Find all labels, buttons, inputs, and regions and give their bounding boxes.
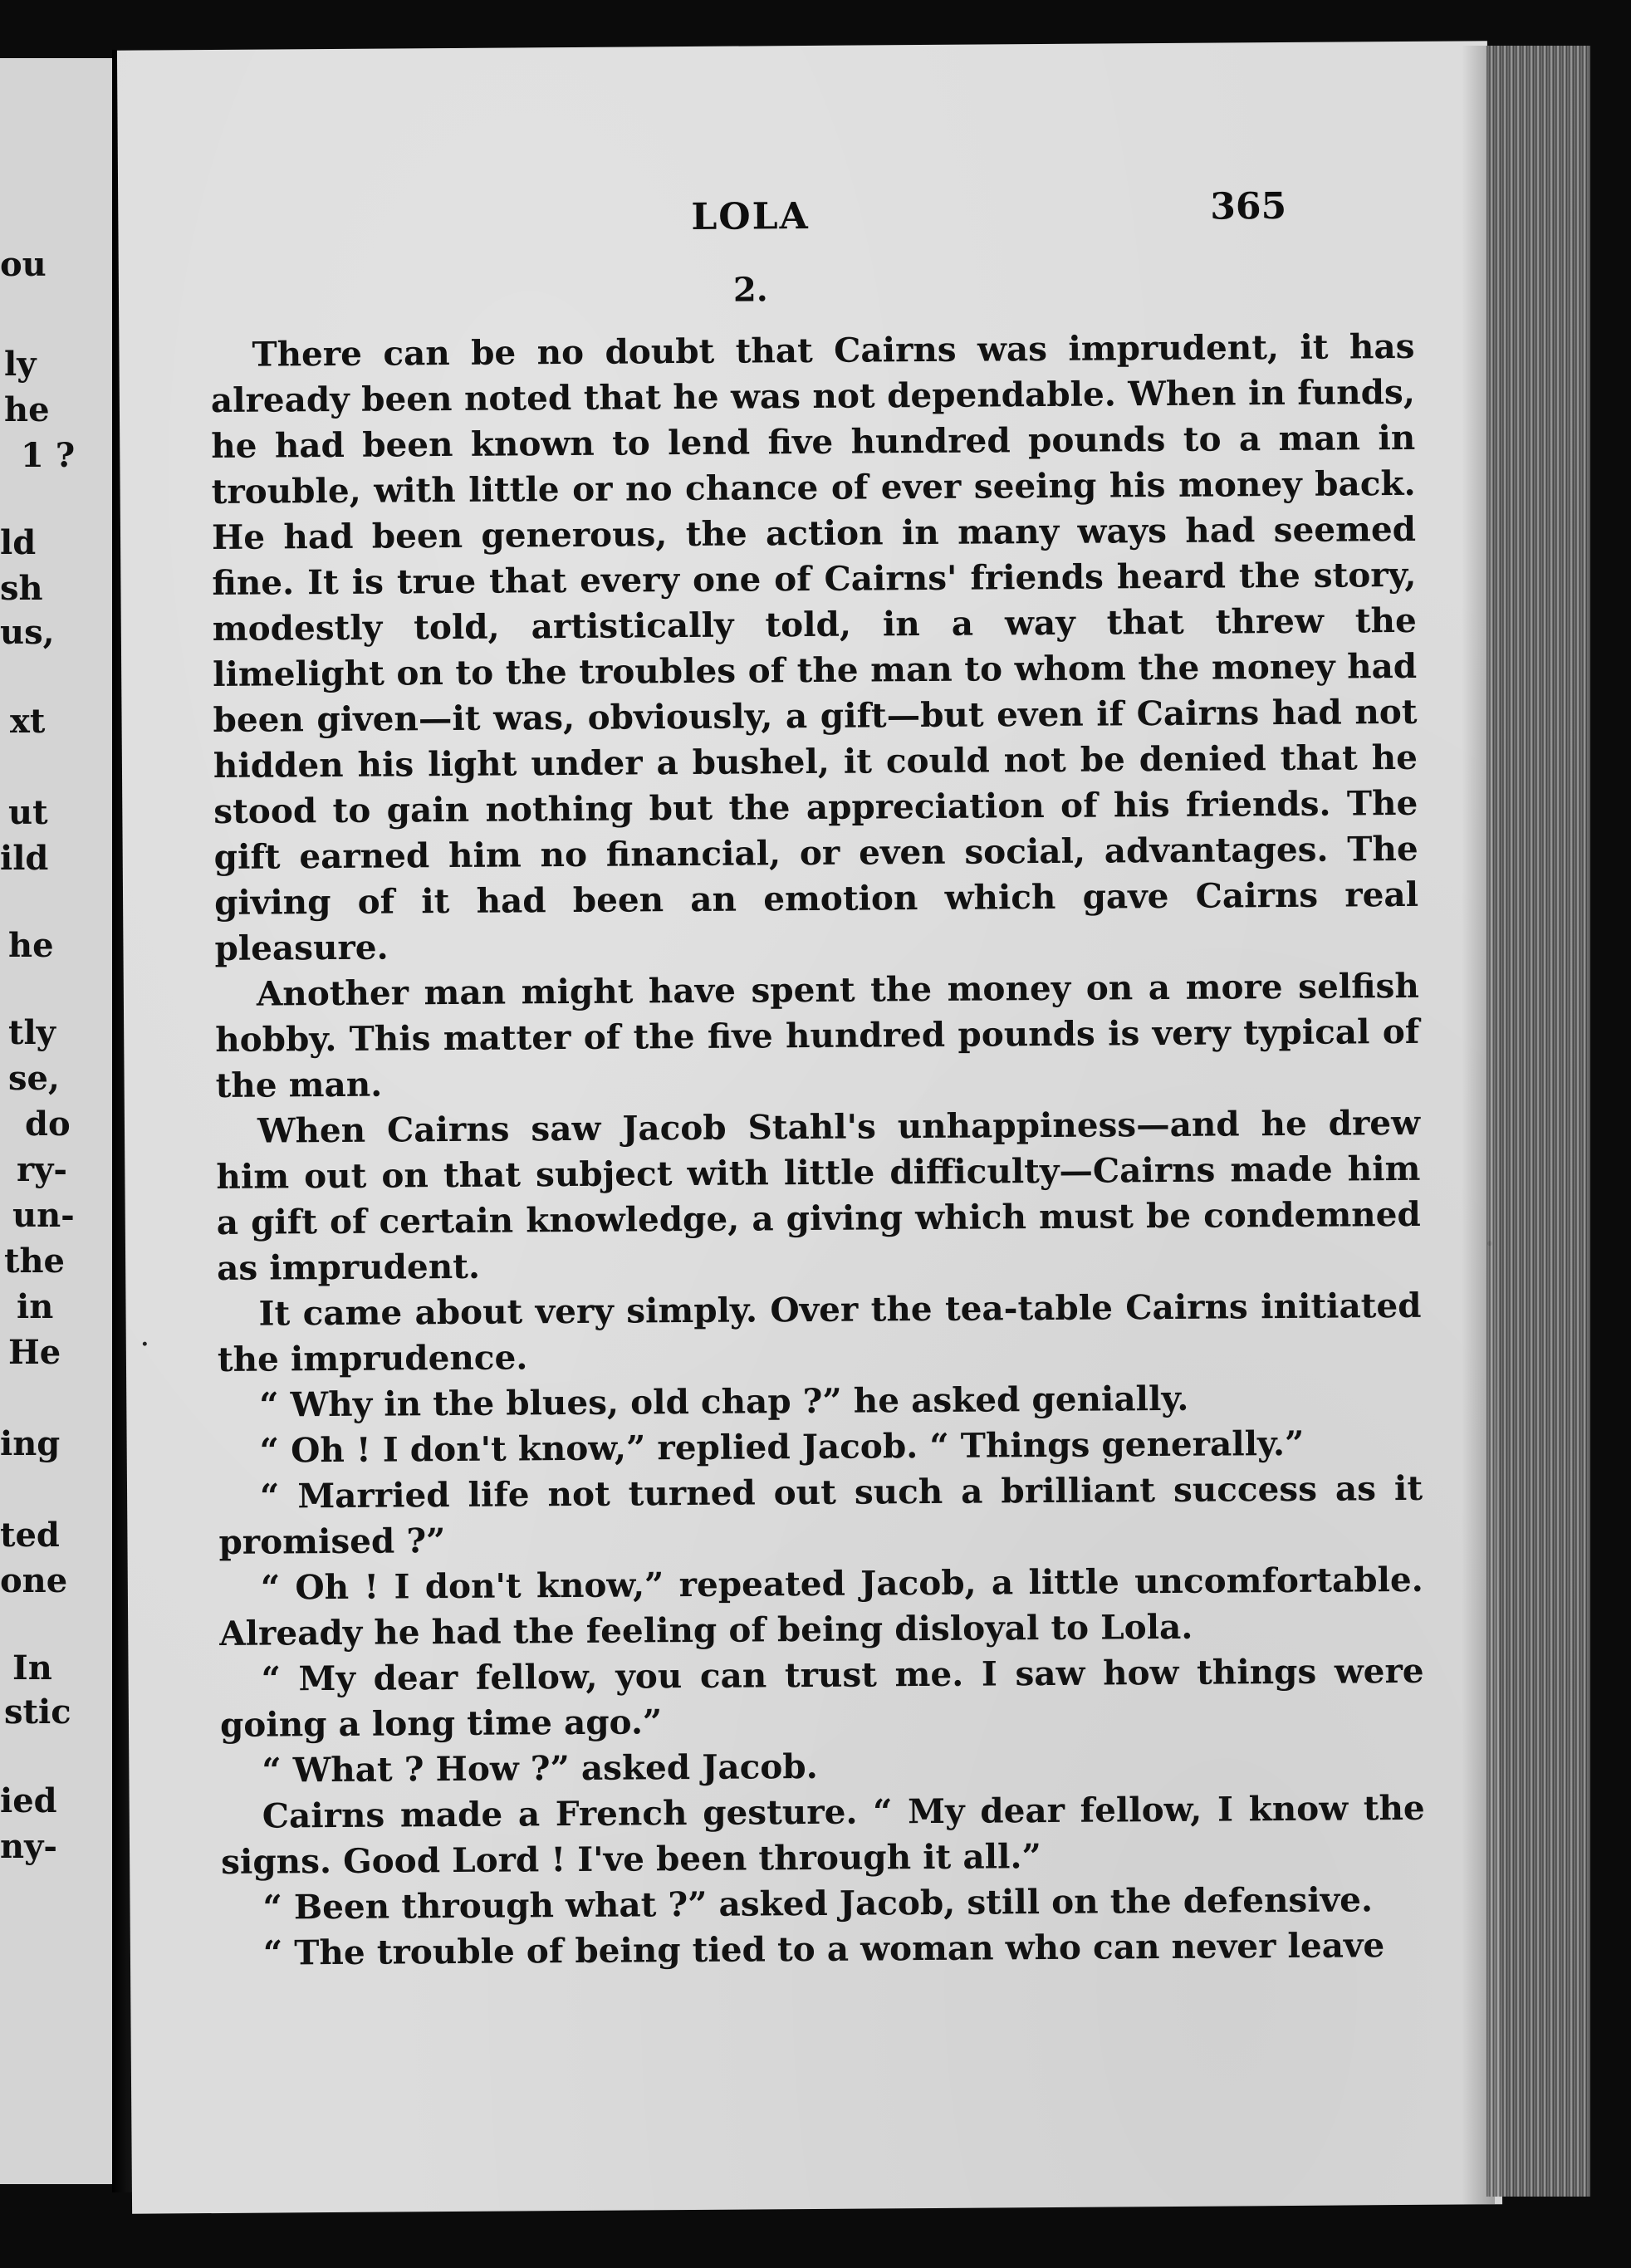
facing-line-ending: stic	[4, 1692, 71, 1732]
facing-line-ending: ly	[4, 345, 37, 384]
dialogue-line: “ Oh ! I don't know,” repeated Jacob, a little uncomfortable. Already he had the feeling of being disloyal to Lola.	[219, 1559, 1423, 1653]
dialogue-line: “ Why in the blues, old chap ?” he asked genially.	[259, 1378, 1189, 1425]
page-header	[118, 184, 1488, 238]
facing-line-ending: do	[25, 1105, 71, 1144]
facing-line-ending: ied	[0, 1781, 57, 1820]
facing-line-ending: one	[0, 1561, 68, 1600]
facing-line-ending: ing	[0, 1424, 61, 1463]
facing-line-ending: ut	[8, 793, 48, 832]
facing-line-ending: xt	[10, 702, 46, 741]
body-text	[210, 324, 1426, 1977]
facing-line-ending: ild	[0, 839, 49, 878]
facing-line-ending: ld	[0, 523, 37, 562]
facing-line-ending: the	[4, 1242, 66, 1281]
scan-speck	[143, 1342, 147, 1346]
paragraph: Another man might have spent the money on a more selfish hobby. This matter of the five hundred pounds is very typical of the man.	[215, 965, 1420, 1105]
facing-line-ending: He	[8, 1333, 61, 1372]
book-page	[117, 41, 1502, 2213]
dialogue-line: Cairns made a French gesture. “ My dear fellow, I know the signs. Good Lord ! I've been through it all.”	[220, 1787, 1425, 1882]
dialogue-line: “ What ? How ?” asked Jacob.	[262, 1746, 818, 1790]
facing-line-ending: un-	[12, 1196, 75, 1235]
paragraph: There can be no doubt that Cairns was imprudent, it has already been noted that he was not dependable. When in funds, he had been known to lend five hundred pounds to a man in trouble, with little or no chance of ever seeing his money back. He had been generous, the action in many ways had seemed fine. It is true that every one of Cairns' friends heard the story, modestly told, artistically told, in a way that threw the limelight on to the troubles of the man to whom the money had been given—it was, obviously, a gift—but even if Cairns had not hidden his light under a bushel, it could not be denied that he stood to gain nothing but the appreciation of his friends. The gift earned him no financial, or even social, advantages. The giving of it had been an emotion which gave Cairns real pleasure.	[210, 326, 1419, 968]
running-title: LOLA	[691, 194, 810, 238]
paragraph: When Cairns saw Jacob Stahl's unhappiness—and he drew him out on that subject with little difficulty—Cairns made him a gift of certain knowledge, a giving which must be condemned as imprudent.	[216, 1102, 1421, 1288]
dialogue-line: “ My dear fellow, you can trust me. I saw how things were going a long time ago.”	[219, 1650, 1424, 1745]
facing-line-ending: us,	[0, 613, 55, 652]
facing-line-ending: se,	[8, 1059, 60, 1098]
facing-line-ending: 1 ?	[21, 436, 76, 475]
facing-line-ending: ted	[0, 1516, 60, 1555]
facing-line-ending: in	[17, 1287, 54, 1326]
book-fore-edge	[1487, 46, 1590, 2197]
dialogue-line: “ Married life not turned out such a brilliant success as it promised ?”	[218, 1467, 1423, 1562]
page-number: 365	[1210, 184, 1287, 228]
facing-line-ending: ny-	[0, 1827, 57, 1866]
facing-line-ending: sh	[0, 569, 43, 608]
facing-line-ending: tly	[8, 1013, 56, 1052]
dialogue-line: “ Oh ! I don't know,” replied Jacob. “ Things generally.”	[259, 1423, 1305, 1471]
facing-line-ending: ry-	[17, 1150, 67, 1189]
section-number: 2.	[732, 270, 768, 310]
facing-line-ending: ou	[0, 245, 47, 284]
dialogue-line: “ The trouble of being tied to a woman who can never leave	[262, 1925, 1385, 1973]
facing-line-ending: he	[8, 926, 54, 965]
paragraph: It came about very simply. Over the tea-table Cairns initiated the imprudence.	[217, 1285, 1422, 1379]
dialogue-line: “ Been through what ?” asked Jacob, still on the defensive.	[262, 1879, 1374, 1928]
facing-page-fragment	[0, 58, 116, 2184]
facing-line-ending: he	[4, 390, 50, 429]
facing-line-ending: In	[12, 1648, 52, 1688]
